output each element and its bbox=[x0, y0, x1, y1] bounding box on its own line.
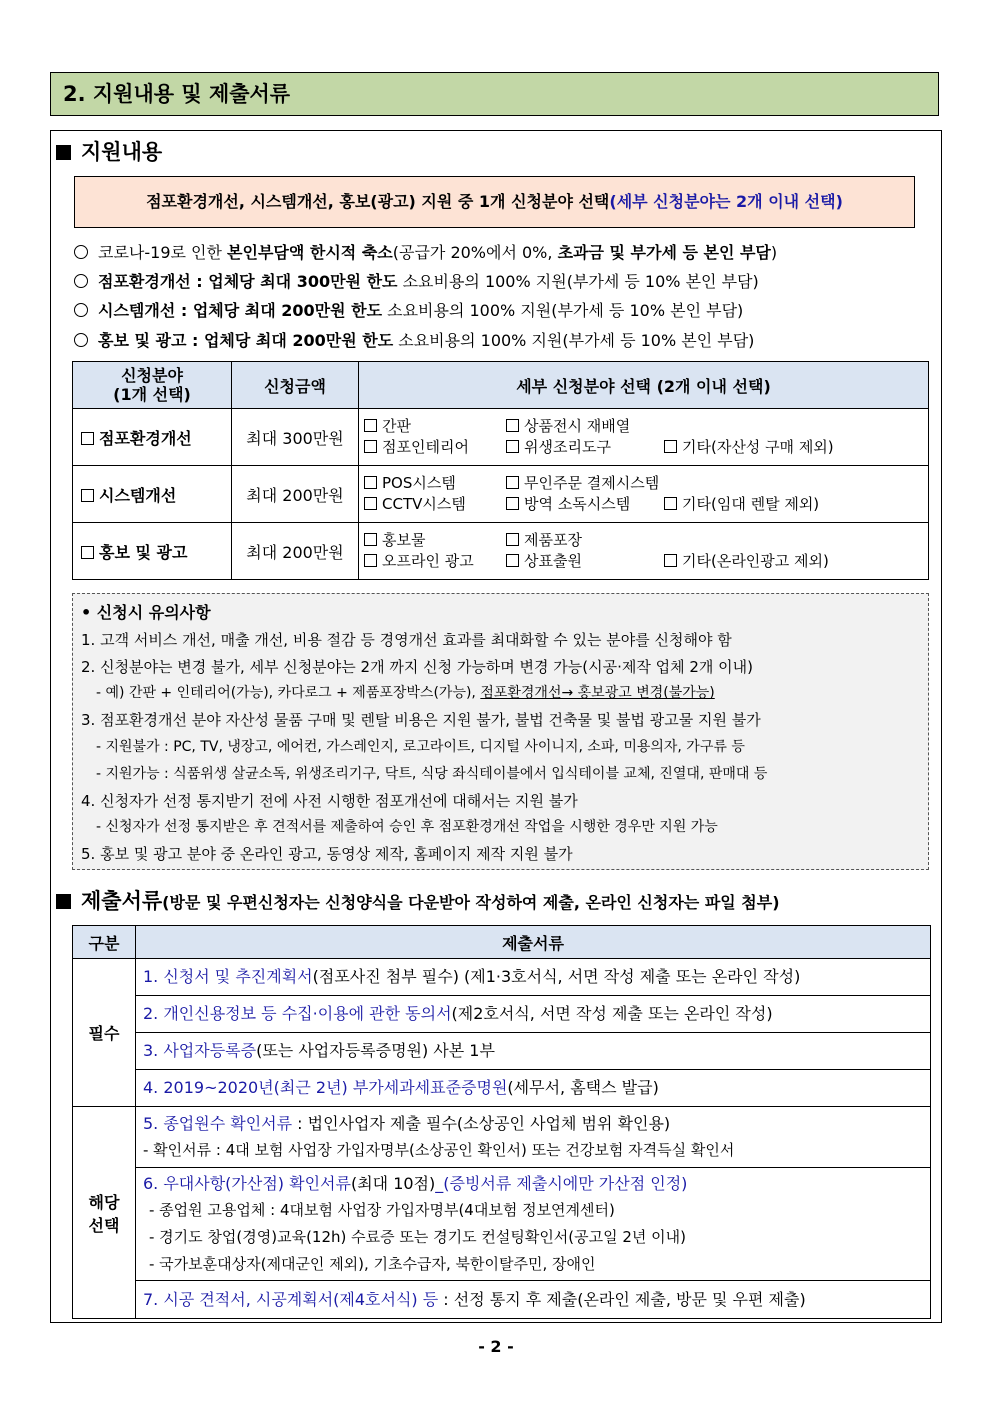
category-required: 필수 bbox=[73, 959, 136, 1107]
notice-line: 4. 신청자가 선정 통지받기 전에 사전 시행한 점포개선에 대해서는 지원 불가 bbox=[81, 791, 578, 810]
notice-box bbox=[72, 593, 929, 870]
notice-line: 2. 신청분야는 변경 불가, 세부 신청분야는 2개 까지 신청 가능하며 변경 가능(시공·제작 업체 2개 이내) bbox=[81, 657, 754, 676]
option-item[interactable]: 위생조리도구 bbox=[506, 437, 664, 458]
notice-line: 3. 점포환경개선 분야 자산성 물품 구매 및 렌탈 비용은 지원 불가, 불법 건축물 및 불법 광고물 지원 불가 bbox=[81, 711, 761, 730]
bullet-promo: 홍보 및 광고 : 업체당 최대 200만원 한도 소요비용의 100% 지원(부가세 등 10% 본인 부담) bbox=[74, 328, 754, 351]
checkbox-icon[interactable] bbox=[364, 476, 377, 489]
checkbox-icon[interactable] bbox=[364, 533, 377, 546]
table-row bbox=[73, 1070, 931, 1107]
notice-line: 1. 고객 서비스 개선, 매출 개선, 비용 절감 등 경영개선 효과를 최대화할 수 있는 분야를 신청해야 함 bbox=[81, 630, 732, 649]
checkbox-icon[interactable] bbox=[364, 497, 377, 510]
checkbox-icon[interactable] bbox=[364, 554, 377, 567]
table-row bbox=[73, 1107, 931, 1168]
bullet-covid: 코로나-19로 인한 본인부담액 한시적 축소(공급가 20%에서 0%, 초과금 및 부가세 등 본인 부담) bbox=[74, 240, 777, 263]
square-bullet-icon bbox=[56, 894, 71, 909]
doc-subline: - 국가보훈대상자(제대군인 제외), 기초수급자, 북한이탈주민, 장애인 bbox=[149, 1255, 596, 1273]
option-item[interactable]: 기타(임대 렌탈 제외) bbox=[664, 494, 819, 515]
table-row bbox=[73, 409, 929, 466]
doc-item: 4. 2019~2020년(최근 2년) 부가세과세표준증명원(세무서, 홈택스 발급) bbox=[136, 1070, 931, 1107]
option-item[interactable]: 오프라인 광고 bbox=[364, 551, 506, 572]
circle-bullet-icon bbox=[74, 303, 88, 317]
option-item[interactable]: 간판 bbox=[364, 416, 506, 437]
option-item[interactable]: 점포인테리어 bbox=[364, 437, 506, 458]
doc-item: 2. 개인신용정보 등 수집·이용에 관한 동의서(제2호서식, 서면 작성 제출 또는 온라인 작성) bbox=[136, 996, 931, 1033]
option-item[interactable]: POS시스템 bbox=[364, 473, 506, 494]
table-row bbox=[73, 959, 931, 996]
table-row bbox=[73, 1281, 931, 1319]
bullet-system: 시스템개선 : 업체당 최대 200만원 한도 소요비용의 100% 지원(부가세 등 10% 본인 부담) bbox=[74, 298, 743, 321]
checkbox-icon[interactable] bbox=[81, 489, 94, 502]
checkbox-icon[interactable] bbox=[664, 497, 677, 510]
notice-subline: - 지원가능 : 식품위생 살균소독, 위생조리기구, 닥트, 식당 좌식테이블에서 입식테이블 교체, 진열대, 판매대 등 bbox=[96, 765, 768, 782]
field-cell[interactable]: 홍보 및 광고 bbox=[73, 523, 232, 580]
option-item[interactable]: 상품전시 재배열 bbox=[506, 416, 630, 437]
circle-bullet-icon bbox=[74, 274, 88, 288]
support-highlight-box bbox=[74, 176, 915, 228]
header-detail: 세부 신청분야 선택 (2개 이내 선택) bbox=[359, 362, 929, 409]
options-cell bbox=[359, 409, 929, 466]
page-number: - 2 - bbox=[478, 1337, 514, 1356]
notice-title: • 신청시 유의사항 bbox=[81, 603, 211, 622]
checkbox-icon[interactable] bbox=[506, 554, 519, 567]
checkbox-icon[interactable] bbox=[364, 419, 377, 432]
options-cell bbox=[359, 466, 929, 523]
table-header-row bbox=[73, 362, 929, 409]
docs-heading: 제출서류(방문 및 우편신청자는 신청양식을 다운받아 작성하여 제출, 온라인 신청자는 파일 첨부) bbox=[56, 885, 780, 915]
checkbox-icon[interactable] bbox=[506, 419, 519, 432]
checkbox-icon[interactable] bbox=[506, 440, 519, 453]
documents-table bbox=[72, 925, 931, 1319]
notice-line: 5. 홍보 및 광고 분야 중 온라인 광고, 동영상 제작, 홈페이지 제작 지원 불가 bbox=[81, 845, 573, 864]
amount-cell: 최대 300만원 bbox=[232, 409, 359, 466]
highlight-note: (세부 신청분야는 2개 이내 선택) bbox=[609, 192, 843, 211]
notice-subline: - 예) 간판 + 인테리어(가능), 카다로그 + 제품포장박스(가능), 점포환경개선→ 홍보광고 변경(불가능) bbox=[96, 685, 715, 702]
table-row bbox=[73, 1168, 931, 1281]
option-item[interactable]: CCTV시스템 bbox=[364, 494, 506, 515]
highlight-main: 점포환경개선, 시스템개선, 홍보(광고) 지원 중 1개 신청분야 선택 bbox=[146, 192, 610, 211]
checkbox-icon[interactable] bbox=[364, 440, 377, 453]
table-header-row bbox=[73, 926, 931, 959]
option-item[interactable]: 방역 소독시스템 bbox=[506, 494, 664, 515]
table-row bbox=[73, 1033, 931, 1070]
options-cell bbox=[359, 523, 929, 580]
square-bullet-icon bbox=[56, 145, 71, 160]
checkbox-icon[interactable] bbox=[81, 432, 94, 445]
checkbox-icon[interactable] bbox=[664, 440, 677, 453]
header-field: 신청분야 (1개 선택) bbox=[73, 362, 232, 409]
doc-subline: - 경기도 창업(경영)교육(12h) 수료증 또는 경기도 컨설팅확인서(공고일 2년 이내) bbox=[149, 1228, 687, 1246]
header-category: 구분 bbox=[73, 926, 136, 959]
checkbox-icon[interactable] bbox=[81, 546, 94, 559]
doc-subline: - 확인서류 : 4대 보험 사업장 가입자명부(소상공인 확인서) 또는 건강보험 자격득실 확인서 bbox=[143, 1141, 735, 1159]
field-cell[interactable]: 점포환경개선 bbox=[73, 409, 232, 466]
doc-item: 3. 사업자등록증(또는 사업자등록증명원) 사본 1부 bbox=[136, 1033, 931, 1070]
header-documents: 제출서류 bbox=[136, 926, 931, 959]
support-heading: 지원내용 bbox=[56, 136, 162, 166]
doc-item: 6. 우대사항(가산점) 확인서류(최대 10점)_(증빙서류 제출시에만 가산점 인정) - 종업원 고용업체 : 4대보험 사업장 가입자명부(4대보험 정보연계센터) - 경기도 창업(경영)교육(12h) 수료증 또는 경기도 컨설팅확인서(공고일 2년 이내) - 국가보훈대상자(제대군인 제외), 기초수급자, 북한이탈주민, 장애인 bbox=[136, 1168, 931, 1281]
table-row bbox=[73, 996, 931, 1033]
doc-item: 5. 종업원수 확인서류 : 법인사업자 제출 필수(소상공인 사업체 범위 확인용) - 확인서류 : 4대 보험 사업장 가입자명부(소상공인 확인서) 또는 건강보험 자격득실 확인서 bbox=[136, 1107, 931, 1168]
support-table bbox=[72, 361, 929, 580]
option-item[interactable]: 상표출원 bbox=[506, 551, 664, 572]
checkbox-icon[interactable] bbox=[664, 554, 677, 567]
amount-cell: 최대 200만원 bbox=[232, 523, 359, 580]
notice-subline: - 신청자가 선정 통지받은 후 견적서를 제출하여 승인 후 점포환경개선 작업을 시행한 경우만 지원 가능 bbox=[96, 819, 718, 836]
option-item[interactable]: 기타(자산성 구매 제외) bbox=[664, 437, 834, 458]
notice-subline: - 지원불가 : PC, TV, 냉장고, 에어컨, 가스레인지, 로고라이트, 디지털 사이니지, 소파, 미용의자, 가구류 등 bbox=[96, 738, 745, 755]
circle-bullet-icon bbox=[74, 245, 88, 259]
option-item[interactable]: 제품포장 bbox=[506, 530, 582, 551]
table-row bbox=[73, 466, 929, 523]
checkbox-icon[interactable] bbox=[506, 476, 519, 489]
field-cell[interactable]: 시스템개선 bbox=[73, 466, 232, 523]
doc-item: 1. 신청서 및 추진계획서(점포사진 첨부 필수) (제1·3호서식, 서면 작성 제출 또는 온라인 작성) bbox=[136, 959, 931, 996]
bullet-store: 점포환경개선 : 업체당 최대 300만원 한도 소요비용의 100% 지원(부가세 등 10% 본인 부담) bbox=[74, 269, 759, 292]
amount-cell: 최대 200만원 bbox=[232, 466, 359, 523]
header-amount: 신청금액 bbox=[232, 362, 359, 409]
checkbox-icon[interactable] bbox=[506, 497, 519, 510]
circle-bullet-icon bbox=[74, 333, 88, 347]
doc-item: 7. 시공 견적서, 시공계획서(제4호서식) 등 : 선정 통지 후 제출(온라인 제출, 방문 및 우편 제출) bbox=[136, 1281, 931, 1319]
option-item[interactable]: 무인주문 결제시스템 bbox=[506, 473, 659, 494]
doc-subline: - 종업원 고용업체 : 4대보험 사업장 가입자명부(4대보험 정보연계센터) bbox=[149, 1201, 615, 1219]
category-optional: 해당 선택 bbox=[73, 1107, 136, 1319]
table-row bbox=[73, 523, 929, 580]
option-item[interactable]: 기타(온라인광고 제외) bbox=[664, 551, 829, 572]
section-title: 2. 지원내용 및 제출서류 bbox=[50, 72, 939, 116]
checkbox-icon[interactable] bbox=[506, 533, 519, 546]
option-item[interactable]: 홍보물 bbox=[364, 530, 506, 551]
